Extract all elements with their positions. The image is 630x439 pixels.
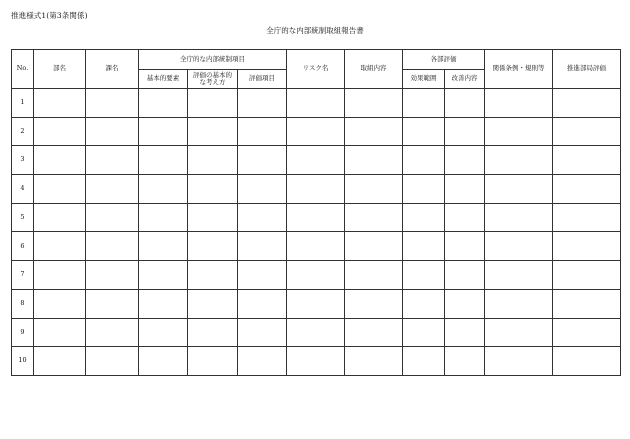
entry-cell[interactable] [345, 261, 403, 290]
entry-cell[interactable] [445, 175, 485, 204]
header-related-rules: 関係条例・規則等 [485, 50, 553, 89]
header-dept-evaluation: 各部評価 [403, 50, 485, 70]
table-row [12, 203, 621, 232]
entry-cell[interactable] [485, 347, 553, 376]
entry-cell[interactable] [485, 289, 553, 318]
entry-cell[interactable] [485, 175, 553, 204]
entry-cell[interactable] [445, 347, 485, 376]
entry-cell[interactable] [34, 347, 86, 376]
entry-cell[interactable] [34, 146, 86, 175]
row-number: 5 [12, 203, 34, 232]
entry-cell[interactable] [445, 289, 485, 318]
entry-cell[interactable] [238, 289, 287, 318]
entry-cell[interactable] [345, 117, 403, 146]
entry-cell[interactable] [287, 175, 345, 204]
entry-cell[interactable] [553, 203, 621, 232]
entry-cell[interactable] [553, 146, 621, 175]
entry-cell[interactable] [188, 289, 238, 318]
entry-cell[interactable] [345, 203, 403, 232]
entry-cell[interactable] [287, 289, 345, 318]
entry-cell[interactable] [188, 117, 238, 146]
entry-cell[interactable] [445, 117, 485, 146]
entry-cell[interactable] [188, 203, 238, 232]
header-improvement: 改善内容 [445, 70, 485, 89]
entry-cell[interactable] [238, 203, 287, 232]
entry-cell[interactable] [86, 261, 139, 290]
entry-cell[interactable] [287, 89, 345, 118]
header-row-top [12, 50, 621, 70]
entry-cell[interactable] [86, 232, 139, 261]
entry-cell[interactable] [34, 232, 86, 261]
entry-cell[interactable] [188, 318, 238, 347]
entry-cell[interactable] [445, 146, 485, 175]
entry-cell[interactable] [345, 318, 403, 347]
entry-cell[interactable] [86, 318, 139, 347]
entry-cell[interactable] [86, 89, 139, 118]
entry-cell[interactable] [287, 347, 345, 376]
entry-cell[interactable] [287, 146, 345, 175]
entry-cell[interactable] [139, 175, 188, 204]
header-promotion-evaluation: 推進部局評価 [553, 50, 621, 89]
entry-cell[interactable] [403, 175, 445, 204]
header-department: 部名 [34, 50, 86, 89]
entry-cell[interactable] [139, 203, 188, 232]
entry-cell[interactable] [403, 203, 445, 232]
header-basic-approach: 評価の基本的な考え方 [188, 70, 238, 89]
header-control-items: 全庁的な内部統制項目 [139, 50, 287, 70]
table-row [12, 117, 621, 146]
entry-cell[interactable] [553, 261, 621, 290]
entry-cell[interactable] [445, 261, 485, 290]
entry-cell[interactable] [287, 232, 345, 261]
entry-cell[interactable] [238, 175, 287, 204]
entry-cell[interactable] [403, 318, 445, 347]
entry-cell[interactable] [345, 146, 403, 175]
table-row [12, 232, 621, 261]
entry-cell[interactable] [139, 289, 188, 318]
entry-cell[interactable] [345, 89, 403, 118]
entry-cell[interactable] [34, 175, 86, 204]
entry-cell[interactable] [403, 289, 445, 318]
header-basic-elements: 基本的要素 [139, 70, 188, 89]
header-section: 課名 [86, 50, 139, 89]
row-number: 6 [12, 232, 34, 261]
entry-cell[interactable] [86, 289, 139, 318]
entry-cell[interactable] [553, 232, 621, 261]
entry-cell[interactable] [287, 203, 345, 232]
header-initiatives: 取組内容 [345, 50, 403, 89]
entry-cell[interactable] [188, 261, 238, 290]
table-row [12, 175, 621, 204]
entry-cell[interactable] [403, 347, 445, 376]
entry-cell[interactable] [188, 175, 238, 204]
entry-cell[interactable] [485, 146, 553, 175]
entry-cell[interactable] [485, 117, 553, 146]
entry-cell[interactable] [345, 232, 403, 261]
report-table [11, 49, 621, 376]
row-number: 3 [12, 146, 34, 175]
entry-cell[interactable] [139, 261, 188, 290]
entry-cell[interactable] [287, 318, 345, 347]
entry-cell[interactable] [34, 261, 86, 290]
entry-cell[interactable] [345, 289, 403, 318]
entry-cell[interactable] [485, 318, 553, 347]
table-row [12, 318, 621, 347]
entry-cell[interactable] [445, 89, 485, 118]
entry-cell[interactable] [139, 89, 188, 118]
entry-cell[interactable] [86, 203, 139, 232]
form-label: 推進様式1(第3条関係) [11, 11, 88, 20]
entry-cell[interactable] [403, 232, 445, 261]
report-body [12, 89, 621, 376]
entry-cell[interactable] [139, 232, 188, 261]
row-number: 7 [12, 261, 34, 290]
entry-cell[interactable] [139, 347, 188, 376]
entry-cell[interactable] [139, 117, 188, 146]
entry-cell[interactable] [86, 117, 139, 146]
entry-cell[interactable] [287, 261, 345, 290]
header-no: No. [12, 50, 34, 89]
document-title: 全庁的な内部統制取組報告書 [266, 26, 364, 35]
entry-cell[interactable] [485, 261, 553, 290]
row-number: 10 [12, 347, 34, 376]
header-effect-scope: 効果範囲 [403, 70, 445, 89]
entry-cell[interactable] [403, 117, 445, 146]
entry-cell[interactable] [34, 289, 86, 318]
table-row [12, 89, 621, 118]
entry-cell[interactable] [403, 89, 445, 118]
entry-cell[interactable] [238, 261, 287, 290]
entry-cell[interactable] [34, 203, 86, 232]
entry-cell[interactable] [553, 89, 621, 118]
entry-cell[interactable] [445, 232, 485, 261]
entry-cell[interactable] [34, 117, 86, 146]
entry-cell[interactable] [485, 89, 553, 118]
entry-cell[interactable] [485, 203, 553, 232]
table-row [12, 261, 621, 290]
table-row [12, 146, 621, 175]
entry-cell[interactable] [553, 175, 621, 204]
entry-cell[interactable] [139, 146, 188, 175]
entry-cell[interactable] [188, 89, 238, 118]
entry-cell[interactable] [553, 318, 621, 347]
entry-cell[interactable] [403, 146, 445, 175]
entry-cell[interactable] [238, 318, 287, 347]
entry-cell[interactable] [445, 203, 485, 232]
row-number: 1 [12, 89, 34, 118]
entry-cell[interactable] [345, 347, 403, 376]
entry-cell[interactable] [553, 289, 621, 318]
entry-cell[interactable] [34, 318, 86, 347]
entry-cell[interactable] [188, 146, 238, 175]
entry-cell[interactable] [238, 347, 287, 376]
table-row [12, 289, 621, 318]
entry-cell[interactable] [553, 117, 621, 146]
entry-cell[interactable] [34, 89, 86, 118]
row-number: 9 [12, 318, 34, 347]
entry-cell[interactable] [403, 261, 445, 290]
row-number: 8 [12, 289, 34, 318]
entry-cell[interactable] [139, 318, 188, 347]
entry-cell[interactable] [553, 347, 621, 376]
entry-cell[interactable] [238, 117, 287, 146]
table-row [12, 347, 621, 376]
entry-cell[interactable] [445, 318, 485, 347]
entry-cell[interactable] [287, 117, 345, 146]
entry-cell[interactable] [345, 175, 403, 204]
entry-cell[interactable] [238, 232, 287, 261]
entry-cell[interactable] [86, 175, 139, 204]
entry-cell[interactable] [238, 146, 287, 175]
row-number: 4 [12, 175, 34, 204]
header-risk-name: リスク名 [287, 50, 345, 89]
header-evaluation-items: 評価項目 [238, 70, 287, 89]
entry-cell[interactable] [485, 232, 553, 261]
entry-cell[interactable] [188, 347, 238, 376]
entry-cell[interactable] [86, 146, 139, 175]
row-number: 2 [12, 117, 34, 146]
entry-cell[interactable] [86, 347, 139, 376]
entry-cell[interactable] [238, 89, 287, 118]
entry-cell[interactable] [188, 232, 238, 261]
